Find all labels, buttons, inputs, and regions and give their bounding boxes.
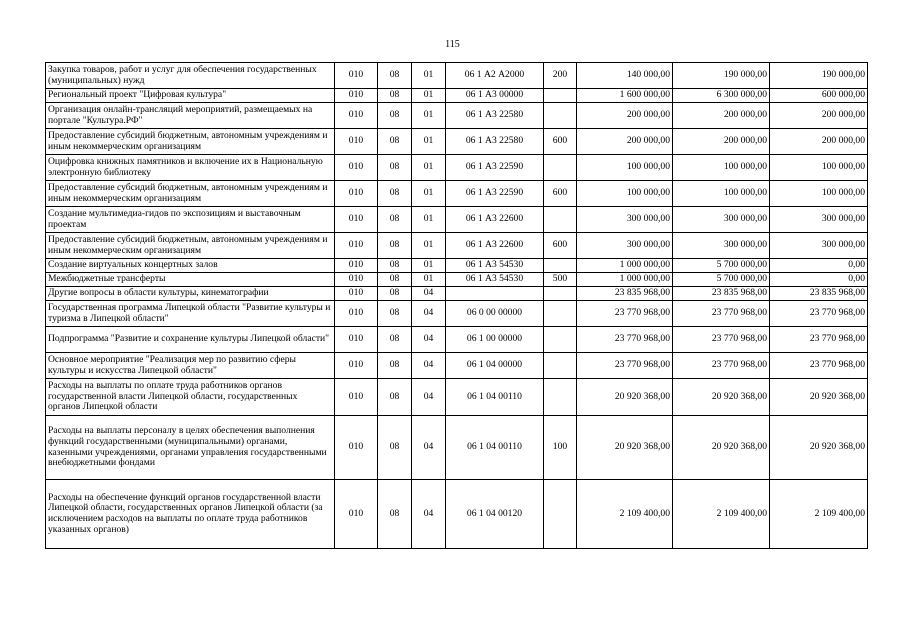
section-code: 08 (378, 181, 412, 207)
ministry-code: 010 (335, 155, 378, 181)
ministry-code: 010 (335, 181, 378, 207)
amount-year-2: 23 770 968,00 (673, 327, 770, 353)
subsection-code: 04 (412, 353, 446, 379)
table-body (46, 63, 868, 549)
subsection-code: 01 (412, 207, 446, 233)
expense-type-code (544, 480, 577, 549)
target-article-code: 06 1 А3 22590 (446, 155, 544, 181)
table-row (46, 480, 868, 549)
amount-year-3: 23 770 968,00 (770, 327, 868, 353)
amount-year-2: 200 000,00 (673, 129, 770, 155)
expense-type-code (544, 301, 577, 327)
row-name: Основное мероприятие "Реализация мер по развитию сферы культуры и искусства Липецкой области" (46, 353, 335, 379)
row-name: Закупка товаров, работ и услуг для обеспечения государственных (муниципальных) нужд (46, 63, 335, 89)
amount-year-3: 300 000,00 (770, 233, 868, 259)
ministry-code: 010 (335, 233, 378, 259)
amount-year-1: 1 000 000,00 (577, 273, 673, 287)
expense-type-code: 600 (544, 233, 577, 259)
amount-year-1: 100 000,00 (577, 155, 673, 181)
amount-year-1: 1 000 000,00 (577, 259, 673, 273)
expense-type-code: 500 (544, 273, 577, 287)
target-article-code: 06 1 А2 А2000 (446, 63, 544, 89)
expense-type-code (544, 287, 577, 301)
amount-year-2: 100 000,00 (673, 155, 770, 181)
target-article-code: 06 1 00 00000 (446, 327, 544, 353)
ministry-code: 010 (335, 259, 378, 273)
table-row (46, 379, 868, 416)
section-code: 08 (378, 155, 412, 181)
amount-year-3: 20 920 368,00 (770, 379, 868, 416)
ministry-code: 010 (335, 89, 378, 103)
subsection-code: 04 (412, 287, 446, 301)
section-code: 08 (378, 287, 412, 301)
expense-type-code: 100 (544, 416, 577, 480)
section-code: 08 (378, 273, 412, 287)
table-row (46, 181, 868, 207)
amount-year-1: 20 920 368,00 (577, 416, 673, 480)
amount-year-3: 200 000,00 (770, 129, 868, 155)
amount-year-2: 300 000,00 (673, 233, 770, 259)
amount-year-1: 20 920 368,00 (577, 379, 673, 416)
subsection-code: 01 (412, 259, 446, 273)
section-code: 08 (378, 353, 412, 379)
page-number: 115 (445, 39, 460, 50)
amount-year-1: 100 000,00 (577, 181, 673, 207)
expense-type-code: 600 (544, 181, 577, 207)
amount-year-2: 2 109 400,00 (673, 480, 770, 549)
amount-year-1: 200 000,00 (577, 103, 673, 129)
section-code: 08 (378, 89, 412, 103)
subsection-code: 01 (412, 129, 446, 155)
amount-year-3: 2 109 400,00 (770, 480, 868, 549)
amount-year-1: 300 000,00 (577, 233, 673, 259)
table-row (46, 416, 868, 480)
row-name: Подпрограмма "Развитие и сохранение культуры Липецкой области" (46, 327, 335, 353)
row-name: Организация онлайн-трансляций мероприятий, размещаемых на портале "Культура.РФ" (46, 103, 335, 129)
table-row (46, 155, 868, 181)
amount-year-1: 23 835 968,00 (577, 287, 673, 301)
amount-year-2: 23 770 968,00 (673, 353, 770, 379)
amount-year-2: 20 920 368,00 (673, 416, 770, 480)
amount-year-1: 300 000,00 (577, 207, 673, 233)
amount-year-1: 23 770 968,00 (577, 301, 673, 327)
expense-type-code (544, 353, 577, 379)
section-code: 08 (378, 129, 412, 155)
ministry-code: 010 (335, 379, 378, 416)
amount-year-1: 200 000,00 (577, 129, 673, 155)
target-article-code: 06 1 А3 22580 (446, 129, 544, 155)
target-article-code: 06 1 А3 22600 (446, 233, 544, 259)
amount-year-3: 300 000,00 (770, 207, 868, 233)
target-article-code: 06 1 А3 22580 (446, 103, 544, 129)
table-row (46, 327, 868, 353)
expense-type-code (544, 155, 577, 181)
table-row (46, 287, 868, 301)
target-article-code: 06 0 00 00000 (446, 301, 544, 327)
section-code: 08 (378, 103, 412, 129)
ministry-code: 010 (335, 287, 378, 301)
expense-type-code (544, 327, 577, 353)
section-code: 08 (378, 301, 412, 327)
subsection-code: 01 (412, 181, 446, 207)
row-name: Создание виртуальных концертных залов (46, 259, 335, 273)
subsection-code: 01 (412, 273, 446, 287)
amount-year-3: 100 000,00 (770, 155, 868, 181)
subsection-code: 01 (412, 63, 446, 89)
target-article-code: 06 1 А3 54530 (446, 273, 544, 287)
subsection-code: 01 (412, 103, 446, 129)
ministry-code: 010 (335, 416, 378, 480)
expense-type-code (544, 103, 577, 129)
row-name: Создание мультимедиа-гидов по экспозициям и выставочным проектам (46, 207, 335, 233)
ministry-code: 010 (335, 207, 378, 233)
subsection-code: 01 (412, 89, 446, 103)
ministry-code: 010 (335, 63, 378, 89)
section-code: 08 (378, 233, 412, 259)
expense-type-code (544, 89, 577, 103)
amount-year-3: 190 000,00 (770, 63, 868, 89)
ministry-code: 010 (335, 103, 378, 129)
amount-year-3: 23 770 968,00 (770, 353, 868, 379)
target-article-code (446, 287, 544, 301)
table-row (46, 129, 868, 155)
ministry-code: 010 (335, 353, 378, 379)
amount-year-3: 23 770 968,00 (770, 301, 868, 327)
target-article-code: 06 1 04 00120 (446, 480, 544, 549)
table-row (46, 233, 868, 259)
amount-year-2: 20 920 368,00 (673, 379, 770, 416)
amount-year-2: 5 700 000,00 (673, 259, 770, 273)
row-name: Другие вопросы в области культуры, кинематографии (46, 287, 335, 301)
target-article-code: 06 1 04 00110 (446, 379, 544, 416)
row-name: Предоставление субсидий бюджетным, автономным учреждениям и иным некоммерческим организациям (46, 129, 335, 155)
amount-year-1: 23 770 968,00 (577, 327, 673, 353)
row-name: Региональный проект "Цифровая культура" (46, 89, 335, 103)
ministry-code: 010 (335, 480, 378, 549)
row-name: Государственная программа Липецкой области "Развитие культуры и туризма в Липецкой области" (46, 301, 335, 327)
amount-year-3: 600 000,00 (770, 89, 868, 103)
section-code: 08 (378, 63, 412, 89)
amount-year-2: 190 000,00 (673, 63, 770, 89)
amount-year-1: 1 600 000,00 (577, 89, 673, 103)
budget-table (45, 62, 868, 549)
amount-year-2: 23 835 968,00 (673, 287, 770, 301)
row-name: Межбюджетные трансферты (46, 273, 335, 287)
subsection-code: 04 (412, 480, 446, 549)
table-row (46, 273, 868, 287)
section-code: 08 (378, 207, 412, 233)
table-row (46, 89, 868, 103)
target-article-code: 06 1 А3 22590 (446, 181, 544, 207)
ministry-code: 010 (335, 327, 378, 353)
section-code: 08 (378, 327, 412, 353)
amount-year-3: 100 000,00 (770, 181, 868, 207)
amount-year-1: 2 109 400,00 (577, 480, 673, 549)
subsection-code: 01 (412, 155, 446, 181)
table-row (46, 259, 868, 273)
ministry-code: 010 (335, 273, 378, 287)
amount-year-3: 23 835 968,00 (770, 287, 868, 301)
row-name: Расходы на обеспечение функций органов государственной власти Липецкой области, государственных органов Липецкой области (за исключением расходов на выплаты по оплате труда работников указанных органов) (46, 480, 335, 549)
amount-year-3: 0,00 (770, 273, 868, 287)
ministry-code: 010 (335, 301, 378, 327)
expense-type-code (544, 259, 577, 273)
row-name: Оцифровка книжных памятников и включение их в Национальную электронную библиотеку (46, 155, 335, 181)
subsection-code: 01 (412, 233, 446, 259)
target-article-code: 06 1 А3 00000 (446, 89, 544, 103)
amount-year-3: 0,00 (770, 259, 868, 273)
amount-year-2: 23 770 968,00 (673, 301, 770, 327)
amount-year-2: 5 700 000,00 (673, 273, 770, 287)
target-article-code: 06 1 А3 22600 (446, 207, 544, 233)
amount-year-2: 6 300 000,00 (673, 89, 770, 103)
ministry-code: 010 (335, 129, 378, 155)
row-name: Предоставление субсидий бюджетным, автономным учреждениям и иным некоммерческим организациям (46, 233, 335, 259)
table-row (46, 103, 868, 129)
subsection-code: 04 (412, 327, 446, 353)
target-article-code: 06 1 04 00110 (446, 416, 544, 480)
amount-year-3: 20 920 368,00 (770, 416, 868, 480)
row-name: Предоставление субсидий бюджетным, автономным учреждениям и иным некоммерческим организациям (46, 181, 335, 207)
amount-year-2: 300 000,00 (673, 207, 770, 233)
table-row (46, 301, 868, 327)
table-row (46, 353, 868, 379)
expense-type-code (544, 207, 577, 233)
amount-year-2: 200 000,00 (673, 103, 770, 129)
subsection-code: 04 (412, 301, 446, 327)
amount-year-1: 140 000,00 (577, 63, 673, 89)
target-article-code: 06 1 04 00000 (446, 353, 544, 379)
subsection-code: 04 (412, 379, 446, 416)
table-row (46, 63, 868, 89)
section-code: 08 (378, 259, 412, 273)
expense-type-code (544, 379, 577, 416)
table-row (46, 207, 868, 233)
subsection-code: 04 (412, 416, 446, 480)
expense-type-code: 200 (544, 63, 577, 89)
section-code: 08 (378, 416, 412, 480)
amount-year-2: 100 000,00 (673, 181, 770, 207)
section-code: 08 (378, 379, 412, 416)
amount-year-1: 23 770 968,00 (577, 353, 673, 379)
expense-type-code: 600 (544, 129, 577, 155)
row-name: Расходы на выплаты персоналу в целях обеспечения выполнения функций государственными (муниципальными) органами, казенными учреждениями, органами управления государственными внебюджетными фондами (46, 416, 335, 480)
target-article-code: 06 1 А3 54530 (446, 259, 544, 273)
amount-year-3: 200 000,00 (770, 103, 868, 129)
row-name: Расходы на выплаты по оплате труда работников органов государственной власти Липецкой области, государственных органов Липецкой области (46, 379, 335, 416)
section-code: 08 (378, 480, 412, 549)
